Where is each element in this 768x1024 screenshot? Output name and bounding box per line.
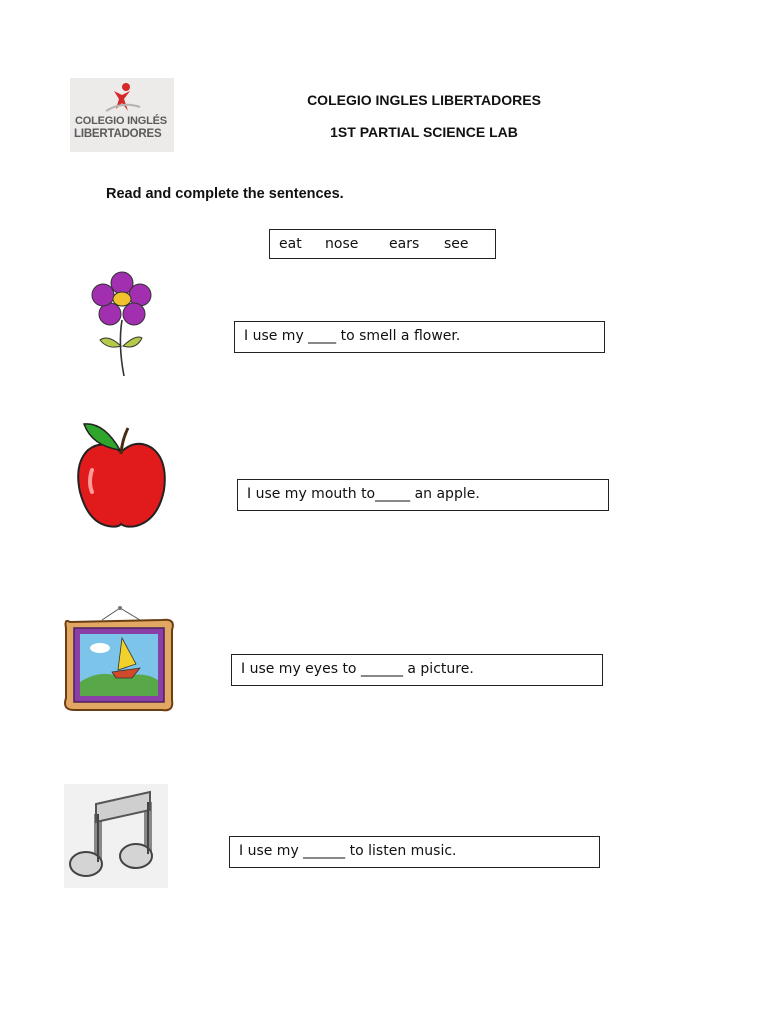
logo-text-line2: LIBERTADORES: [74, 128, 162, 140]
sentence-box: I use my eyes to ______ a picture.: [231, 654, 603, 686]
exam-title: 1ST PARTIAL SCIENCE LAB: [330, 124, 518, 140]
flower-icon: [88, 270, 158, 378]
word-bank: [269, 229, 496, 259]
word-bank-item: ears: [389, 236, 420, 252]
sentence-box: I use my ____ to smell a flower.: [234, 321, 605, 353]
logo-text-line1: COLEGIO INGLÉS: [75, 115, 167, 127]
school-logo: [70, 78, 174, 152]
sentence-box: I use my mouth to_____ an apple.: [237, 479, 609, 511]
word-bank-item: eat: [279, 236, 302, 252]
sentence-box: I use my ______ to listen music.: [229, 836, 600, 868]
music-note-icon: [64, 784, 168, 888]
instructions: Read and complete the sentences.: [106, 186, 344, 202]
word-bank-item: nose: [325, 236, 359, 252]
school-name: COLEGIO INGLES LIBERTADORES: [307, 92, 541, 108]
framed-picture-icon: [62, 604, 176, 716]
word-bank-item: see: [444, 236, 469, 252]
apple-icon: [74, 420, 168, 530]
